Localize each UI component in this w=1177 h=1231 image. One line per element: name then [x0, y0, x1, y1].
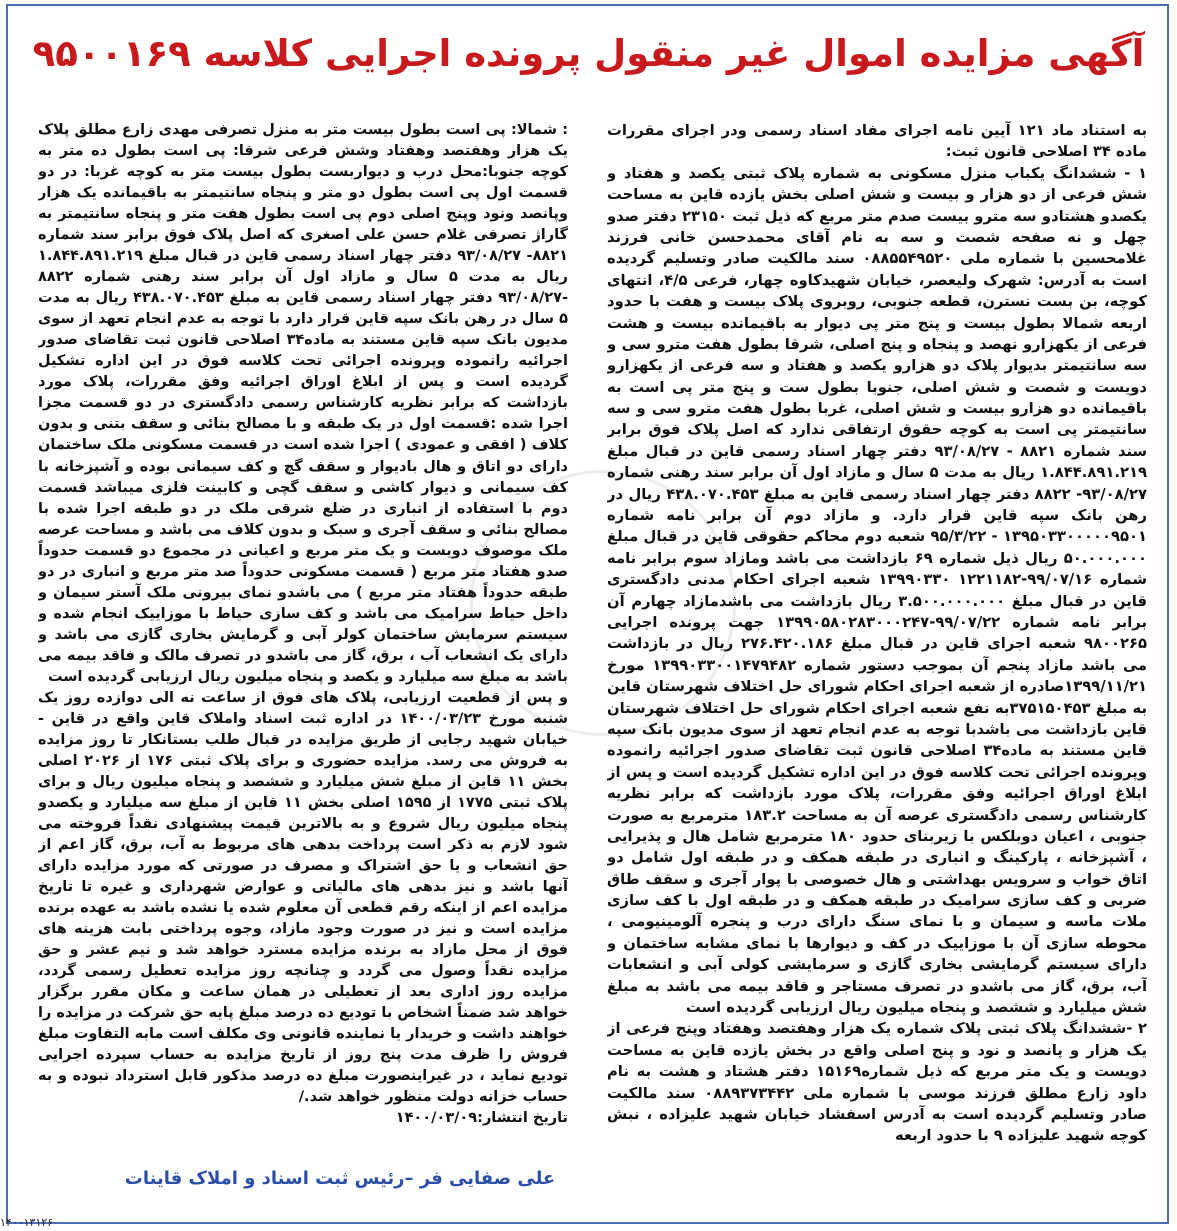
right-column: [607, 120, 1147, 1165]
publish-date: تاریخ انتشار:۱۴۰۰/۰۳/۰۹: [395, 1110, 568, 1127]
auction-terms-paragraph: و پس از قطعیت ارزیابی، پلاک های فوق از ساعت نه الی دوازده روز یک شنبه مورخ ۱۴۰۰/۰۳/۲۳ در اداره ثبت اسناد واملاک قاین واقع در قاین - خیابان شهید رجایی از طریق مزایده در قبال طلب بستانکار تا روز مزایده به فروش می رسد. مزایده حضوری و برای پلاک ثبتی ۱۷۶ از ۲۰۲۶ اصلی بخش ۱۱ قاین از مبلغ شش میلیارد و ششصد و پنجاه میلیون ریال و برای پلاک ثبتی ۱۷۷۵ از ۱۵۹۵ اصلی بخش ۱۱ قاین از مبلغ سه میلیارد و یکصدو پنجاه میلیون ریال شروع و به بالاترین قیمت پیشنهادی نقداً فروخته می شود لازم به ذکر است پرداخت بدهی های مربوط به آب، برق، گاز اعم از حق انشعاب و یا حق اشتراک و مصرف در صورتی که مورد مزایده دارای آنها باشد و نیز بدهی های مالیاتی و عوارض شهرداری و غیره تا تاریخ مزایده اعم از اینکه رقم قطعی آن معلوم شده یا نشده باشد به عهده برنده مزایده است و نیز در صورت وجود مازاد، وجوه پرداختی بابت هزینه های فوق از محل مازاد به برنده مزایده مسترد خواهد شد و نیم عشر و حق مزایده نقداً وصول می گردد و چنانچه روز مزایده تعطیل رسمی گردد، مزایده روز اداری بعد از تعطیلی در همان ساعت و مکان مقرر برگزار خواهد شد ضمناً اشخاص با تودیع ده درصد مبلغ پایه حق شرکت در مزایده را خواهند داشت و خریدار یا نماینده قانونی وی مکلف است مابه التفاوت مبلغ فروش را ظرف مدت پنج روز از تاریخ مزایده به حساب سپرده اجرایی تودیع نماید ، در غیراینصورت مبلغ ده درصد مذکور قابل استرداد نبوده و به حساب خزانه دولت منظور خواهد شد./: [38, 689, 568, 1106]
intro-paragraph: به استناد ماد ۱۲۱ آیین نامه اجرای مفاد اسناد رسمی ودر اجرای مقررات ماده ۳۴ اصلاحی قانون ثبت:: [607, 122, 1147, 161]
property-2-paragraph: ۲ -ششدانگ پلاک ثبتی پلاک شماره یک هزار وهفتصد وهفتاد وپنج فرعی از یک هزار و پانصد و نود و پنج اصلی واقع در بخش یازده قاین به مساحت دویست و یک متر مربع که ذیل شماره۱۵۱۶۹ دفتر هشتاد و هشت به نام داود زارع مطلق فرزند موسی با شماره ملی ۰۸۸۹۳۷۳۴۴۲ سند مالکیت صادر وتسلیم گردیده است به آدرس اسفشاد خیابان شهید علیزاده ، نبش کوچه شهید علیزاده ۹ با حدود اربعه: [607, 1020, 1147, 1145]
signature: علی صفایی فر –رئیس ثبت اسناد و املاک قاینات: [124, 1168, 556, 1189]
property-1-paragraph: ۱ - ششدانگ یکباب منزل مسکونی به شماره پلاک ثبتی یکصد و هفتاد و شش فرعی از دو هزار و بیست و شش اصلی بخش یازده قاین به مساحت یکصدو هشتادو سه مترو بیست صدم متر مربع که ذیل ثبت ۲۳۱۵۰ دفتر صدو چهل و نه صفحه شصت و سه به نام آقای محمدحسن خانی فرزند غلامحسین با شماره ملی ۰۸۸۵۵۴۹۵۲۰ سند مالکیت صادر وتسلیم گردیده است به آدرس: شهرک ولیعصر، خیابان شهیدکاوه چهار، فرعی ۴/۵، انتهای کوچه، بن بست نسترن، قطعه جنوبی، روبروی پلاک بیست و هفت با حدود اربعه شمالا بطول بیست و پنج متر پی دیوار به باقیمانده بیست و هشت فرعی از یکهزارو نهصد و پنجاه و پنج اصلی، شرقا بطول هفت مترو سی و سه سانتیمتر بدیوار پلاک دو هزارو یکصد و هفتاد و سه فرعی از یکهزارو دویست و شصت و شش اصلی، جنوبا بطول ست و پنج متر پی است به باقیمانده دو هزارو بیست و شش اصلی، غربا بطول هفت مترو سی و سه سانتیمتر پی است به کوچه حقوق ارتفاقی ندارد که اصل پلاک فوق برابر سند شماره ۸۸۲۱ - ۹۳/۰۸/۲۷ دفتر چهار اسناد رسمی قاین در قبال مبلغ ۱.۸۴۴.۸۹۱.۲۱۹ ریال به مدت ۵ سال و مازاد اول آن برابر سند رهنی شماره ۹۳/۰۸/۲۷- ۸۸۲۲ دفتر چهار اسناد رسمی قاین به مبلغ ۴۳۸.۰۷۰.۴۵۳ ریال در رهن بانک سپه قاین قرار دارد. و مازاد دوم آن برابر نامه شماره ۱۳۹۵۰۳۳۰۰۰۰۰۹۵۰۱ - ۹۵/۳/۲۲ شعبه دوم محاکم حقوقی قاین در قبال مبلغ ۵۰.۰۰۰.۰۰۰ ریال ذیل شماره ۶۹ بازداشت می باشد ومازاد سوم برابر نامه شماره ۹۹/۰۷/۱۶-۱۲۲۱۱۸۲ ۱۳۹۹۰۳۳۰ شعبه اجرای احکام مدنی دادگستری قاین در قبال مبلغ ۳.۵۰۰.۰۰۰.۰۰۰ ریال بازداشت می باشدمازاد چهارم آن برابر نامه شماره ۹۹/۰۷/۲۲-۱۳۹۹۰۵۸۰۲۸۳۰۰۰۲۴۷ جهت پرونده اجرایی ۹۸۰۰۲۶۵ شعبه اجرای قاین در قبال مبلغ ۲۷۶.۴۲۰.۱۸۶ ریال در بازداشت می باشد مازاد پنجم آن بموجب دستور شماره ۱۳۹۹۰۳۳۰۰۱۴۷۹۴۸۲ مورخ ۱۳۹۹/۱۱/۲۱صادره از شعبه اجرای احکام شورای حل اختلاف شهرستان قاین به مبلغ ۳۷۵۱۵۰۴۵۳به نفع شعبه اجرای احکام شورای حل اختلاف شهرستان قاین بازداشت می باشدبا توجه به عدم انجام تعهد از سوی مدیون بانک سپه قاین مستند به ماده۳۴ اصلاحی قانون ثبت تقاضای صدور اجرائیه رانموده وپرونده اجرائی تحت کلاسه فوق در این اداره تشکیل گردیده است و پس از ابلاغ اوراق اجرائیه وفق مقررات، پلاک مورد بازداشت که برابر نظریه کارشناس رسمی دادگستری عرصه آن به مساحت ۱۸۳.۲ مترمربع به صورت جنوبی ، اعیان دوبلکس با زیربنای حدود ۱۸۰ مترمربع شامل هال و پذیرایی ، آشپزخانه ، پارکینگ و انباری در طبقه همکف و در طبقه اول شامل دو اتاق خواب و سرویس بهداشتی و هال خصوصی با پوار آجری و سقف طاق ضربی و کف سازی سرامیک در طبقه همکف و در طبقه اول با کف سازی ملات ماسه و سیمان و با نمای سنگ دارای درب و پنجره آلومینیومی ، محوطه سازی آن با موزاییک در کف و دیوارها با نمای مشابه ساختمان و دارای سیستم گرمایشی بخاری گازی و سرمایشی کولی آبی و انشعابات آب، برق، گاز می باشدو در تصرف مستاجر و فاقد بیمه می باشد به مبلغ شش میلیارد و ششصد و پنجاه میلیون ریال ارزیابی گردیده است: [607, 164, 1147, 1017]
left-column: [38, 120, 568, 1165]
ad-code: ۱۴۰۰۱۳۱۲۶: [0, 1216, 54, 1229]
property-2-continued-paragraph: : شمالا: پی است بطول بیست متر به منزل تصرفی مهدی زارع مطلق پلاک یک هزار وهفتصد وهفتاد وشش فرعی شرقا: پی است بطول ده متر به کوچه جنوبا:محل درب و دیواربست بطول بیست متر به کوچه غربا: در دو قسمت اول پی است بطول دو متر و پنجاه سانتیمتر به باقیمانده یک هزار وپانصد ونود وپنج اصلی دوم پی است بطول هفت متر و پنجاه سانتیمتر به گاراژ تصرفی غلام حسن علی اصغری که اصل پلاک فوق برابر سند شماره ۸۸۲۱- ۹۳/۰۸/۲۷ دفتر چهار اسناد رسمی قاین در قبال مبلغ ۱.۸۴۴.۸۹۱.۲۱۹ ریال به مدت ۵ سال و مازاد اول آن برابر سند رهنی شماره ۸۸۲۲ -۹۳/۰۸/۲۷ دفتر چهار اسناد رسمی قاین به مبلغ ۴۳۸.۰۷۰.۴۵۳ ریال به مدت ۵ سال در رهن بانک سپه قاین قرار دارد با توجه به عدم انجام تعهد از سوی مدیون بانک سپه قاین مستند به ماده۳۴ اصلاحی قانون ثبت تقاضای صدور اجرائیه رانموده وپرونده اجرائی تحت کلاسه فوق در این اداره تشکیل گردیده است و پس از ابلاغ اوراق اجرائیه وفق مقررات، پلاک مورد بازداشت که برابر نظریه کارشناس رسمی دادگستری در دو قسمت مجزا اجرا شده :قسمت اول در یک طبقه و با مصالح بنائی و سقف بتنی و بدون کلاف ( افقی و عمودی ) اجرا شده است در قسمت مسکونی ملک ساختمان دارای دو اتاق و هال بادیوار و سقف گچ و کف سیمانی بوده و آشپزخانه با کف سیمانی و دیوار کاشی و سقف گچی و کابینت فلزی میباشد قسمت دوم با استفاده از انباری در ضلع شرقی ملک در دو طبقه اجرا شده با مصالح بنائی و سقف آجری و سبک و بدون کلاف می باشد و مساحت عرصه ملک موصوف دویست و یک متر مربع و اعیانی در مجموع دو قسمت حدوداً صدو هفتاد متر مربع ( قسمت مسکونی حدوداً صد متر مربع و انباری در دو طبقه حدوداً هفتاد متر مربع ) می باشدو نمای بیرونی ملک آستر سیمان و داخل حیاط سرامیک می باشد و کف سازی حیاط با موزاییک انجام شده و سیستم سرمایش ساختمان کولر آبی و گرمایش بخاری گازی می باشد و دارای یک انشعاب آب ، برق، گاز می باشدو در تصرف مالک و فاقد بیمه می باشد به مبلغ سه میلیارد و یکصد و پنجاه میلیون ریال ارزیابی گردیده است: [38, 122, 568, 685]
ad-title: آگهی مزایده اموال غیر منقول پرونده اجرایی کلاسه ۹۵۰۰۱۶۹: [32, 32, 1145, 75]
